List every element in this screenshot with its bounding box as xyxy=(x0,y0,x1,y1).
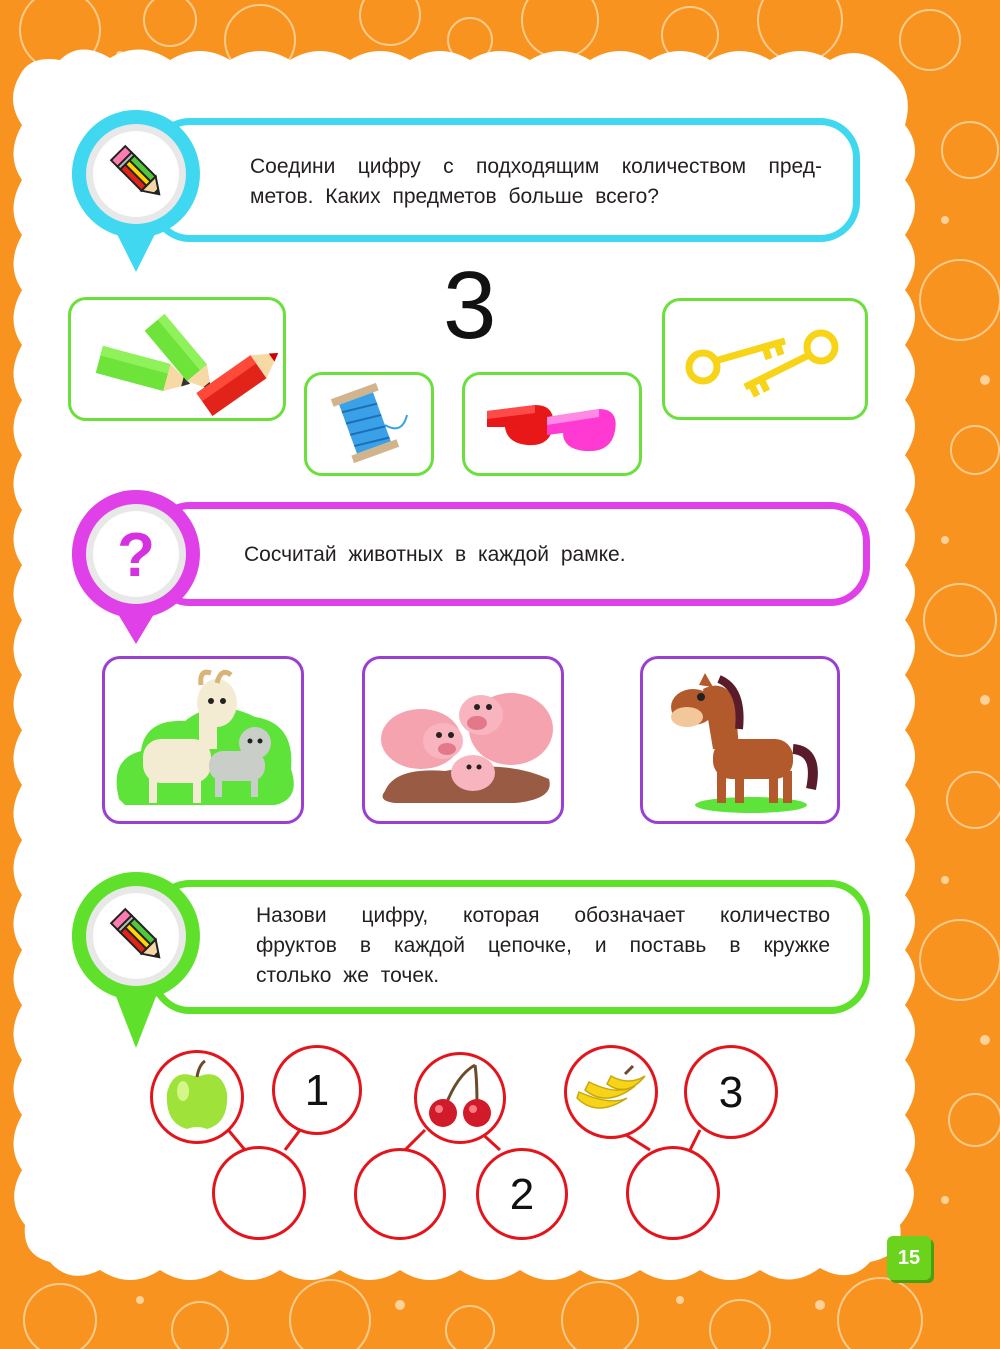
task3-line1: Назови цифру, которая обозначает количество xyxy=(256,904,830,927)
apple-icon xyxy=(153,1053,241,1141)
cherries-icon xyxy=(417,1055,503,1141)
answer-circle-1[interactable] xyxy=(212,1146,306,1240)
question-icon: ? xyxy=(117,521,155,590)
fruit-circle-bananas xyxy=(564,1045,658,1139)
fruit-circle-apple xyxy=(150,1050,244,1144)
big-number-3: 3 xyxy=(443,252,497,359)
chain2-number: 2 xyxy=(509,1170,535,1219)
number-circle-1 xyxy=(272,1045,362,1135)
task2-text: Сосчитай животных в каждой рамке. xyxy=(244,543,626,566)
chain3-number: 3 xyxy=(718,1068,744,1117)
fruit-circle-cherries xyxy=(414,1052,506,1144)
bananas-icon xyxy=(567,1048,655,1136)
page-number: 15 xyxy=(887,1236,931,1280)
answer-circle-2[interactable] xyxy=(354,1148,446,1240)
number-circle-3 xyxy=(684,1045,778,1139)
chain1-number: 1 xyxy=(304,1066,330,1115)
answer-circle-3[interactable] xyxy=(626,1146,720,1240)
task1-line1: Соедини цифру с подходящим количеством пред- xyxy=(250,155,822,178)
task3-line2: фруктов в каждой цепочке, и поставь в кружке xyxy=(256,934,830,957)
task1-line2: метов. Каких предметов больше всего? xyxy=(250,185,659,208)
number-circle-2 xyxy=(476,1148,568,1240)
task3-line3: столько же точек. xyxy=(256,964,440,987)
